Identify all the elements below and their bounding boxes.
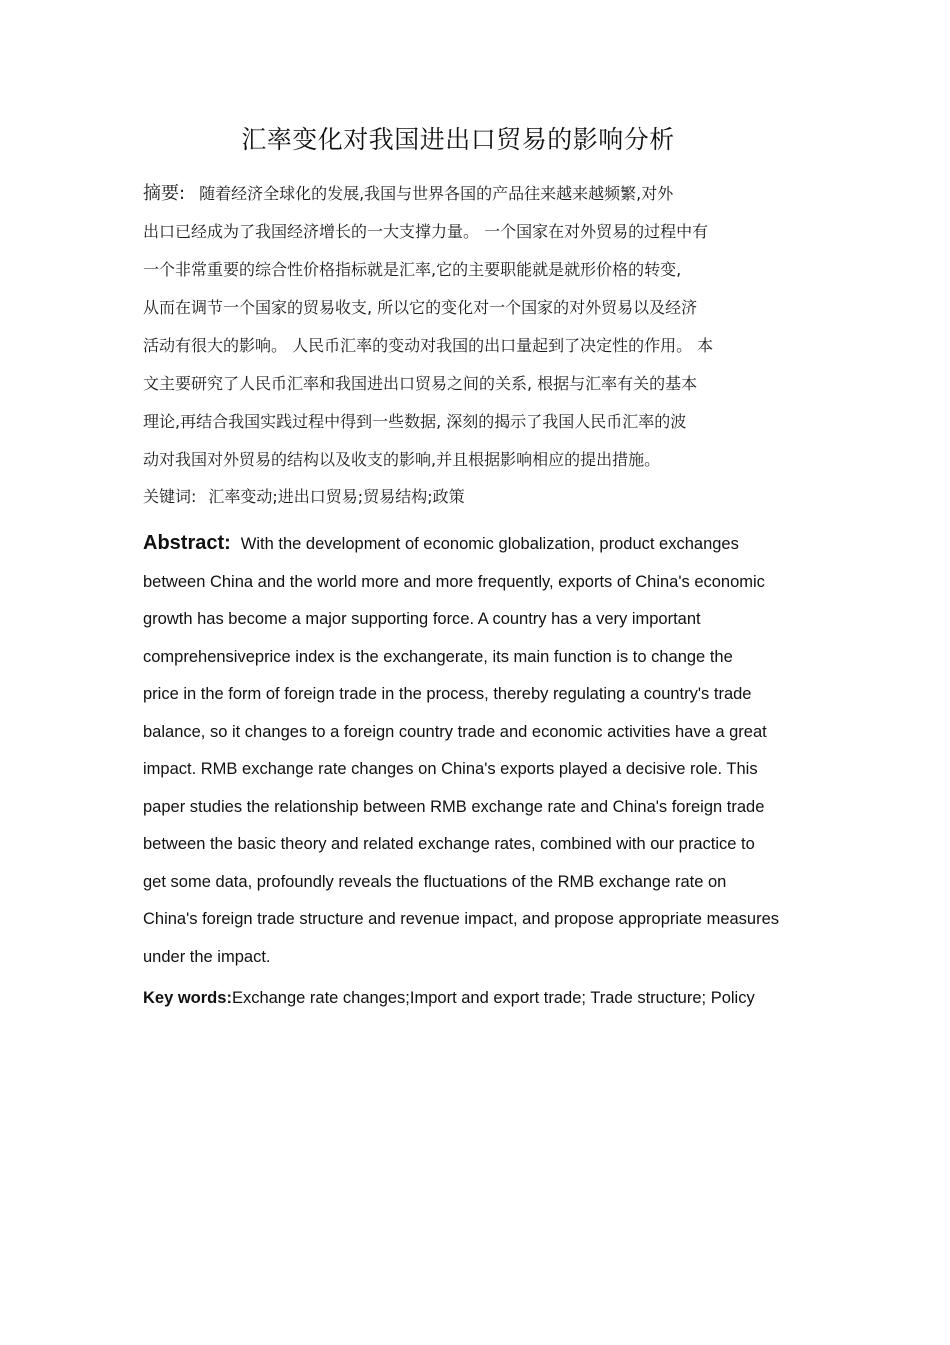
chinese-keywords [143, 482, 803, 512]
chinese-abstract-line-5: 活动有很大的影响。 人民币汇率的变动对我国的出口量起到了决定性的作用。 本 [143, 336, 714, 355]
chinese-abstract-text: 随着经济全球化的发展,我国与世界各国的产品往来越来越频繁,对外 [199, 184, 674, 203]
english-abstract-line-12: under the impact. [143, 947, 271, 966]
english-keywords-value: Exchange rate changes;Import and export trade; Trade structure; Policy [231, 989, 755, 1007]
chinese-abstract-line-7: 理论,再结合我国实践过程中得到一些数据, 深刻的揭示了我国人民币汇率的波 [143, 412, 687, 431]
chinese-keywords-label: 关键词: [143, 487, 197, 506]
chinese-keywords-value: 汇率变动;进出口贸易;贸易结构;政策 [208, 487, 465, 506]
english-keywords-label: Key words: [143, 989, 232, 1007]
chinese-abstract-line-3: 一个非常重要的综合性价格指标就是汇率,它的主要职能就是就形价格的转变, [143, 260, 682, 279]
english-abstract-label: Abstract: [143, 532, 231, 554]
chinese-abstract [143, 175, 803, 479]
english-abstract-line-9: between the basic theory and related exchange rates, combined with our practice to [143, 835, 755, 853]
english-abstract-line-4: comprehensiveprice index is the exchangerate, its main function is to change the [143, 647, 733, 666]
english-abstract [143, 525, 833, 976]
chinese-abstract-line-1 [143, 175, 803, 213]
english-abstract-text: With the development of economic globalization, product exchanges [240, 535, 739, 553]
english-abstract-line-7: impact. RMB exchange rate changes on China's exports played a decisive role. This [143, 760, 758, 778]
english-abstract-line-11: China's foreign trade structure and revenue impact, and propose appropriate measures [143, 910, 780, 928]
paper-title: 汇率变化对我国进出口贸易的影响分析 [241, 125, 675, 154]
chinese-abstract-line-8: 动对我国对外贸易的结构以及收支的影响,并且根据影响相应的提出措施。 [143, 450, 661, 469]
chinese-abstract-line-4: 从而在调节一个国家的贸易收支, 所以它的变化对一个国家的对外贸易以及经济 [143, 298, 698, 317]
english-abstract-line-10: get some data, profoundly reveals the fluctuations of the RMB exchange rate on [143, 872, 727, 891]
english-abstract-line-8: paper studies the relationship between RMB exchange rate and China's foreign trade [143, 797, 765, 816]
chinese-abstract-line-6: 文主要研究了人民币汇率和我国进出口贸易之间的关系, 根据与汇率有关的基本 [143, 374, 698, 393]
english-abstract-line-2: between China and the world more and more frequently, exports of China's economic [143, 572, 765, 591]
english-abstract-line-5: price in the form of foreign trade in the process, thereby regulating a country's trade [143, 685, 752, 703]
english-abstract-line-1 [143, 525, 833, 564]
english-abstract-line-3: growth has become a major supporting force. A country has a very important [143, 610, 701, 628]
chinese-abstract-label: 摘要: [143, 183, 186, 204]
english-keywords [143, 983, 833, 1013]
english-abstract-line-6: balance, so it changes to a foreign country trade and economic activities have a great [143, 722, 767, 741]
chinese-abstract-line-2: 出口已经成为了我国经济增长的一大支撑力量。 一个国家在对外贸易的过程中有 [143, 222, 709, 241]
